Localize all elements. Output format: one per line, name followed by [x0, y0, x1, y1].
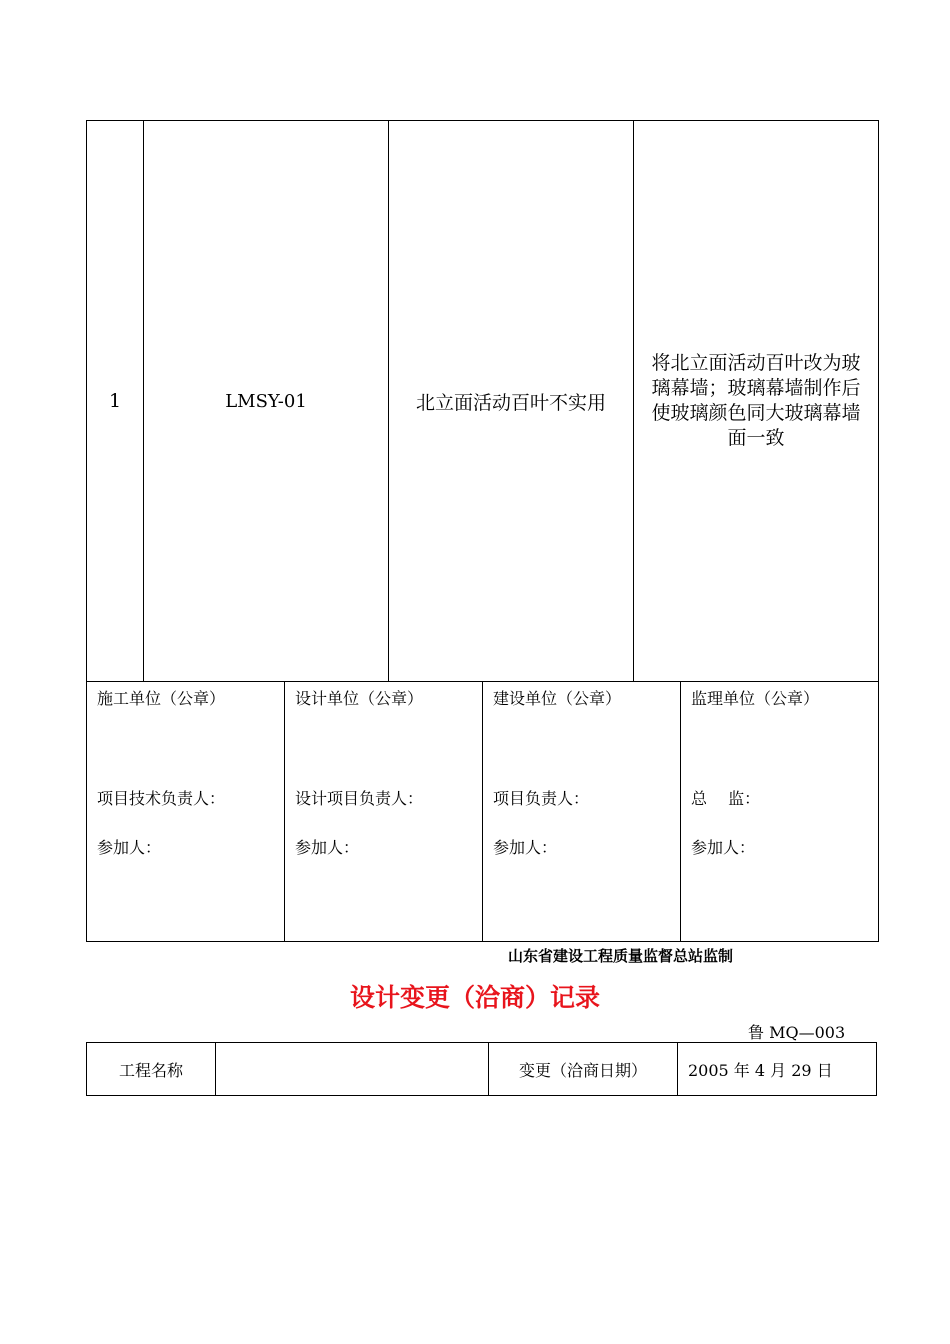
lead-label: 总 监： — [691, 789, 761, 808]
participants-label: 参加人： — [493, 838, 558, 857]
change-table — [86, 120, 879, 682]
change-issue: 北立面活动百叶不实用 — [389, 121, 634, 682]
change-date-value: 2005 年 4 月 29 日 — [678, 1043, 877, 1096]
lead-label: 设计项目负责人： — [295, 789, 424, 808]
unit-label: 建设单位（公章） — [493, 689, 622, 708]
signature-owner — [483, 682, 681, 942]
change-number: 1 — [87, 121, 144, 682]
participants-label: 参加人： — [691, 838, 756, 857]
drawing-code: LMSY-01 — [144, 121, 389, 682]
signature-supervision — [681, 682, 879, 942]
project-info-table — [86, 1042, 877, 1096]
project-name-value[interactable] — [216, 1043, 489, 1096]
project-name-label: 工程名称 — [87, 1043, 216, 1096]
change-date-label: 变更（洽商日期） — [489, 1043, 678, 1096]
participants-label: 参加人： — [295, 838, 360, 857]
signature-construction — [87, 682, 285, 942]
unit-label: 施工单位（公章） — [97, 689, 226, 708]
unit-label: 设计单位（公章） — [295, 689, 424, 708]
lead-label: 项目负责人： — [493, 789, 590, 808]
signature-table — [86, 682, 879, 942]
lead-label: 项目技术负责人： — [97, 789, 226, 808]
change-row — [87, 121, 879, 682]
form-code: 鲁 MQ—003 — [748, 1023, 846, 1042]
issuing-organization: 山东省建设工程质量监督总站监制 — [508, 947, 734, 965]
participants-label: 参加人： — [97, 838, 162, 857]
unit-label: 监理单位（公章） — [691, 689, 820, 708]
signature-design — [285, 682, 483, 942]
document-title: 设计变更（洽商）记录 — [349, 983, 600, 1012]
change-solution: 将北立面活动百叶改为玻璃幕墙；玻璃幕墙制作后使玻璃颜色同大玻璃幕墙面一致 — [634, 121, 879, 682]
